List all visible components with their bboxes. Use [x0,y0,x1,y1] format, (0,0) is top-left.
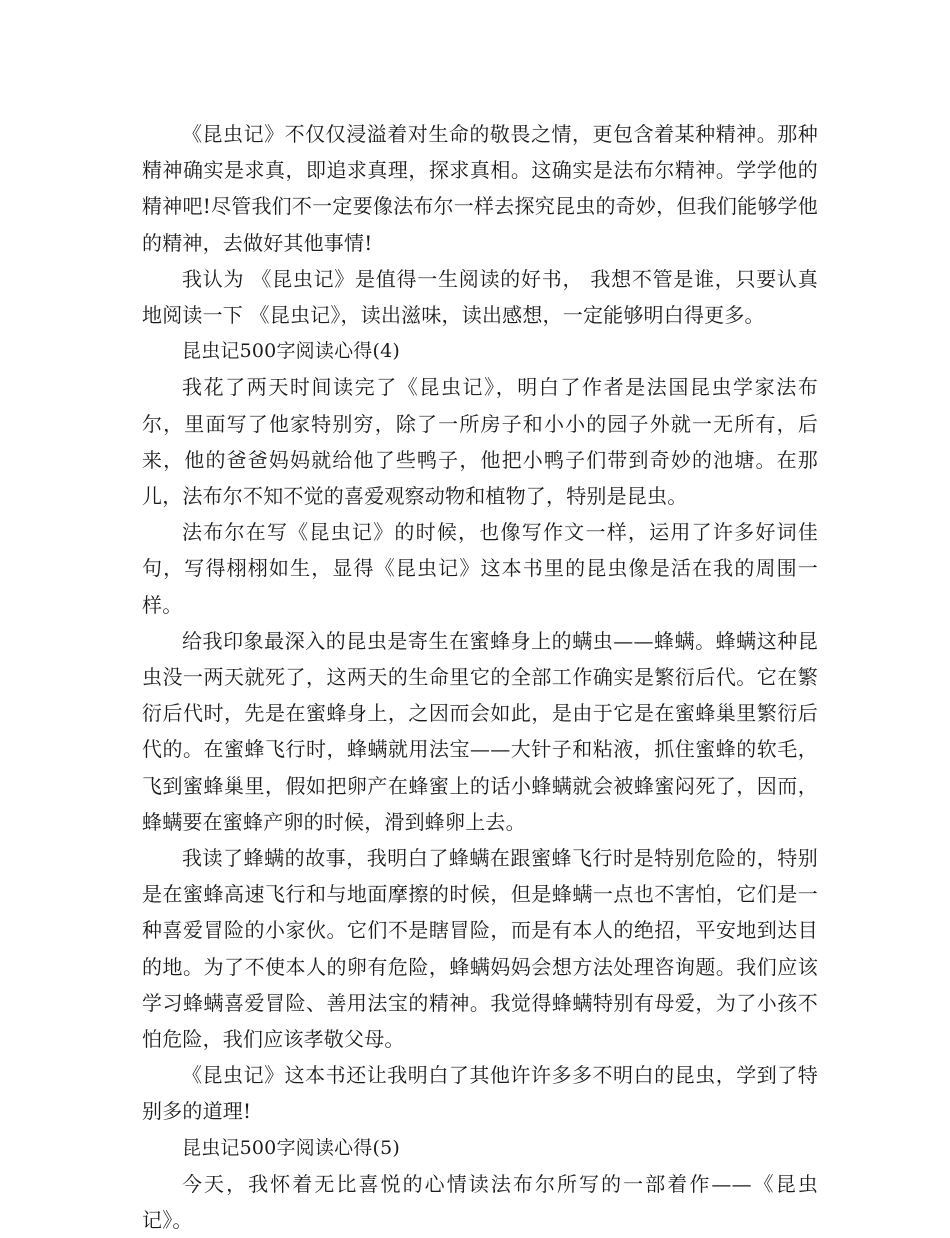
paragraph: 法布尔在写《昆虫记》的时候，也像写作文一样，运用了许多好词佳句，写得栩栩如生，显得《昆虫记》这本书里的昆虫像是活在我的周围一样。 [142,520,818,617]
paragraph: 今天，我怀着无比喜悦的心情读法布尔所写的一部着作——《昆虫记》。 [142,1171,818,1233]
section-heading: 昆虫记500字阅读心得(5) [182,1136,400,1159]
paragraph: 我花了两天时间读完了《昆虫记》，明白了作者是法国昆虫学家法布尔，里面写了他家特别穷，除了一所房子和小小的园子外就一无所有，后来，他的爸爸妈妈就给他了些鸭子，他把小鸭子们带到奇妙的池塘。在那儿，法布尔不知不觉的喜爱观察动物和植物了，特别是昆虫。 [142,375,818,509]
paragraph: 我认为 《昆虫记》是值得一生阅读的好书， 我想不管是谁，只要认真地阅读一下 《昆虫记》，读出滋味，读出感想，一定能够明白得更多。 [142,266,818,328]
paragraph: 我读了蜂螨的故事，我明白了蜂螨在跟蜜蜂飞行时是特别危险的，特别是在蜜蜂高速飞行和与地面摩擦的时候，但是蜂螨一点也不害怕，它们是一种喜爱冒险的小家伙。它们不是瞎冒险，而是有本人的绝招，平安地到达目的地。为了不使本人的卵有危险，蜂螨妈妈会想方法处理咨询题。我们应该学习蜂螨喜爱冒险、善用法宝的精神。我觉得蜂螨特别有母爱，为了小孩不怕危险，我们应该孝敬父母。 [142,846,818,1052]
section-heading: 昆虫记500字阅读心得(4) [182,340,400,363]
paragraph: 《昆虫记》这本书还让我明白了其他许许多多不明白的昆虫，学到了特别多的道理! [142,1063,818,1124]
paragraph: 给我印象最深入的昆虫是寄生在蜜蜂身上的螨虫——蜂螨。蜂螨这种昆虫没一两天就死了，这两天的生命里它的全部工作确实是繁衍后代。它在繁衍后代时，先是在蜜蜂身上，之因而会如此，是由于它是在蜜蜂巢里繁衍后代的。在蜜蜂飞行时，蜂螨就用法宝——大针子和粘液，抓住蜜蜂的软毛，飞到蜜蜂巢里，假如把卵产在蜂蜜上的话小蜂螨就会被蜂蜜闷死了，因而，蜂螨要在蜜蜂产卵的时候，滑到蜂卵上去。 [142,628,818,834]
document-page [142,116,818,1238]
paragraph: 《昆虫记》不仅仅浸溢着对生命的敬畏之情，更包含着某种精神。那种精神确实是求真，即追求真理，探求真相。这确实是法布尔精神。学学他的精神吧!尽管我们不一定要像法布尔一样去探究昆虫的奇妙，但我们能够学他的精神，去做好其他事情! [142,122,818,255]
